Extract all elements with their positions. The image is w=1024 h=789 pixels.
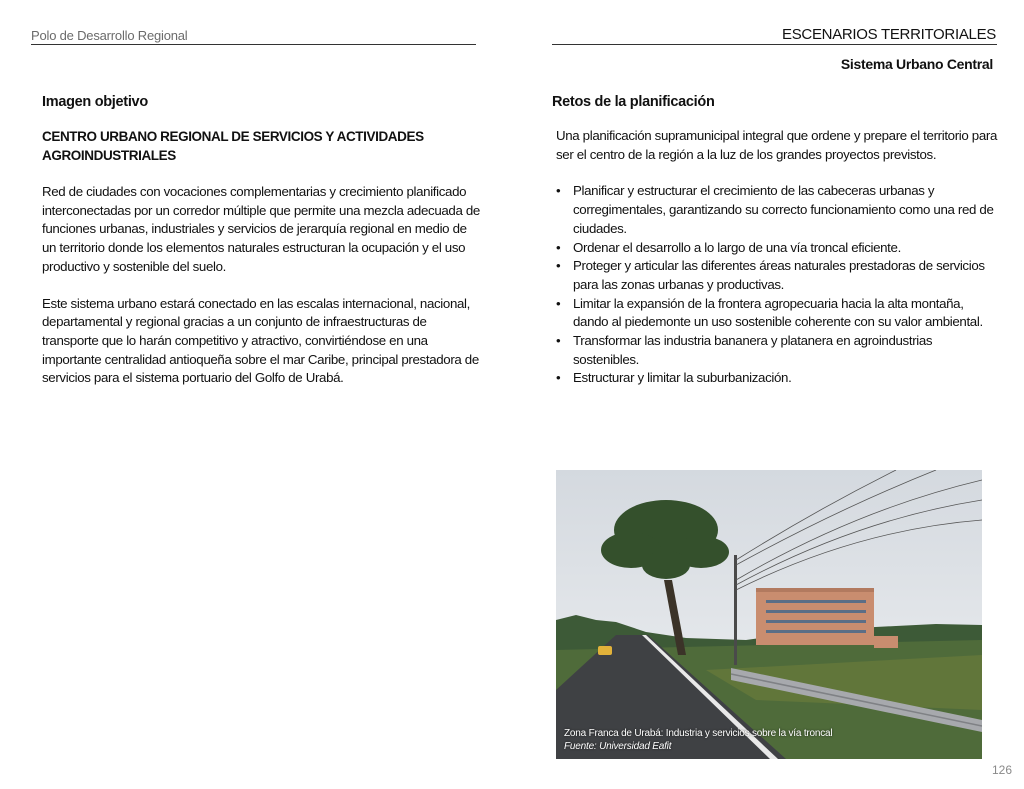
section-subtitle: Sistema Urbano Central	[840, 56, 993, 72]
running-header-left: Polo de Desarrollo Regional	[31, 28, 188, 43]
list-item-text: Planificar y estructurar el crecimiento de las cabeceras urbanas y corregimentales, garantizando su correcto funcionamiento como una red de ciudades.	[573, 183, 994, 236]
list-item	[552, 239, 997, 258]
zona-franca-photo	[556, 470, 982, 759]
paragraph: Este sistema urbano estará conectado en las escalas internacional, nacional, departamental y regional gracias a un conjunto de infraestructuras de transporte que lo harán competitivo y atractivo, convirtiéndose en una importante centralidad antioqueña sobre el mar Caribe, principal prestadora de servicios para el sistema portuario del Golfo de Urabá.	[42, 295, 479, 386]
header-rule-right	[552, 44, 997, 45]
bullet-icon: •	[556, 295, 561, 311]
bullet-icon: •	[556, 258, 561, 274]
list-item	[552, 295, 997, 332]
running-header-right: ESCENARIOS TERRITORIALES	[782, 26, 996, 43]
list-item-text: Ordenar el desarrollo a lo largo de una vía troncal eficiente.	[573, 239, 901, 255]
vision-subheading: CENTRO URBANO REGIONAL DE SERVICIOS Y ACTIVIDADES AGROINDUSTRIALES	[42, 129, 424, 163]
building-roof	[756, 588, 874, 592]
utility-pole	[734, 555, 737, 665]
list-item-text: Limitar la expansión de la frontera agropecuaria hacia la alta montaña, dando al piedemonte un uso sostenible coherente con su valor ambiental.	[573, 295, 983, 330]
list-item	[552, 332, 997, 369]
building-annex	[874, 636, 898, 648]
left-column	[42, 93, 482, 388]
page-number: 126	[991, 763, 1012, 777]
list-item-text: Estructurar y limitar la suburbanización.	[573, 370, 792, 386]
photo-caption	[564, 727, 832, 753]
list-item	[552, 182, 997, 238]
bullet-icon: •	[556, 333, 561, 349]
car	[598, 646, 612, 655]
list-item-text: Proteger y articular las diferentes áreas naturales prestadoras de servicios para las zonas urbanas y productivas.	[573, 258, 985, 292]
retos-heading: Retos de la planificación	[552, 94, 715, 110]
caption-source: Fuente: Universidad Eafit	[564, 741, 672, 752]
header-rule-left	[31, 44, 476, 45]
building	[756, 590, 874, 645]
list-item-text: Transformar las industria bananera y platanera en agroindustrias sostenibles.	[573, 333, 933, 367]
bullet-icon: •	[556, 370, 561, 386]
paragraph: Red de ciudades con vocaciones complementarias y crecimiento planificado interconectadas por un corredor múltiple que permite una mezcla adecuada de funciones urbanas, industriales y servicios de jerarquía regional en medio de un territorio donde los elementos naturales estructuran la ocupación y el uso productivo y sostenible del suelo.	[42, 184, 480, 274]
bullet-icon: •	[556, 239, 561, 255]
intro-paragraph: Una planificación supramunicipal integral que ordene y prepare el territorio para ser el centro de la región a la luz de los grandes proyectos previstos.	[556, 128, 998, 162]
list-item	[552, 369, 997, 388]
challenges-list	[552, 182, 997, 388]
caption-text: Zona Franca de Urabá: Industria y servicios sobre la vía troncal	[564, 728, 833, 739]
right-column	[552, 93, 997, 388]
list-item	[552, 257, 997, 294]
road-scene-illustration	[556, 470, 982, 759]
imagen-objetivo-heading: Imagen objetivo	[42, 94, 148, 110]
bullet-icon: •	[556, 183, 561, 199]
